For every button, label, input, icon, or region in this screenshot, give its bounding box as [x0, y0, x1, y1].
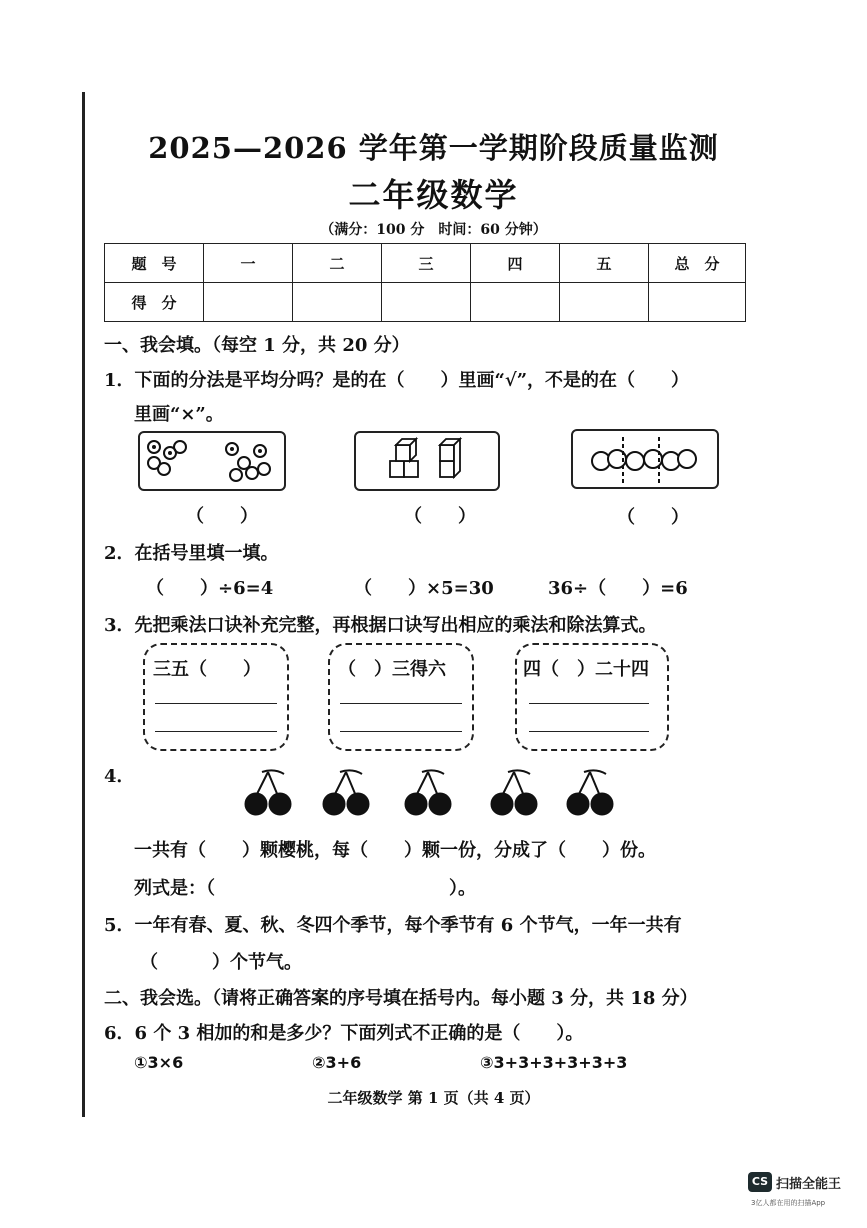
score-table-header-row [105, 244, 746, 283]
exam-info: （满分：100 分 时间：60 分钟） [320, 222, 547, 238]
q6-text[interactable]: 6．6 个 3 相加的和是多少？下面列式不正确的是（ ）。 [104, 1023, 584, 1044]
camscanner-logo: CS [748, 1172, 772, 1192]
answer-line[interactable] [155, 703, 277, 704]
q1-text-cont: 里画“×”。 [134, 404, 224, 425]
multiplication-rhyme[interactable]: 四（ ）二十四 [523, 659, 649, 680]
score-table [104, 243, 746, 322]
score-cell: 三 [382, 244, 471, 283]
score-cell: 五 [560, 244, 649, 283]
multiplication-box [515, 643, 669, 751]
answer-line[interactable] [340, 731, 462, 732]
q3-text: 3．先把乘法口诀补充完整，再根据口诀写出相应的乘法和除法算式。 [104, 615, 657, 636]
score-input-cell[interactable] [293, 283, 382, 322]
score-cell: 四 [471, 244, 560, 283]
shuttlecock-icon [140, 433, 284, 489]
scanner-tagline: 3亿人都在用的扫描App [751, 1199, 826, 1207]
q5-text: 5．一年有春、夏、秋、冬四个季节，每个季节有 6 个节气，一年一共有 [104, 915, 682, 936]
score-input-cell[interactable] [649, 283, 746, 322]
circles-box [571, 429, 719, 489]
cubes-box [354, 431, 500, 491]
cherries-icon [230, 768, 630, 820]
answer-blank[interactable]: （ ） [186, 506, 258, 527]
multiplication-rhyme[interactable]: 三五（ ） [153, 659, 261, 680]
q6-option[interactable]: ①3×6 [134, 1053, 184, 1072]
q6-option[interactable]: ②3+6 [312, 1053, 362, 1072]
score-input-cell[interactable] [382, 283, 471, 322]
circle-icon [573, 431, 717, 487]
q2-text: 2．在括号里填一填。 [104, 543, 279, 564]
score-cell: 二 [293, 244, 382, 283]
answer-line[interactable] [529, 731, 649, 732]
score-input-cell[interactable] [560, 283, 649, 322]
scanner-brand-name: 扫描全能王 [776, 1177, 842, 1192]
section1-heading: 一、我会填。（每空 1 分，共 20 分） [104, 335, 410, 356]
score-cell: 题 号 [105, 244, 204, 283]
q6-option[interactable]: ③3+3+3+3+3+3 [480, 1053, 628, 1072]
q1-text: 1．下面的分法是平均分吗？是的在（ ）里画“√”，不是的在（ ） [104, 370, 690, 391]
q4-formula[interactable]: 列式是：（ ）。 [134, 878, 476, 899]
cube-icon [356, 433, 498, 489]
answer-line[interactable] [529, 703, 649, 704]
q2-equation[interactable]: （ ）×5=30 [354, 578, 494, 599]
badminton-box [138, 431, 286, 491]
q2-equation[interactable]: 36÷（ ）=6 [548, 578, 688, 599]
score-cell: 一 [204, 244, 293, 283]
q2-equation[interactable]: （ ）÷6=4 [146, 578, 274, 599]
score-input-cell[interactable] [471, 283, 560, 322]
answer-line[interactable] [155, 731, 277, 732]
section2-heading: 二、我会选。（请将正确答案的序号填在括号内。每小题 3 分，共 18 分） [104, 988, 698, 1009]
q4-text[interactable]: 一共有（ ）颗樱桃，每（ ）颗一份，分成了（ ）份。 [134, 840, 656, 861]
page-margin-line [82, 92, 85, 1117]
score-table-score-row [105, 283, 746, 322]
exam-subject: 二年级数学 [348, 176, 519, 214]
exam-title: 2025—2026 学年第一学期阶段质量监测 [148, 131, 719, 165]
score-row-label: 得 分 [105, 283, 204, 322]
q4-label: 4． [104, 766, 135, 787]
q5-blank[interactable]: （ ）个节气。 [140, 952, 302, 973]
page-footer: 二年级数学 第 1 页（共 4 页） [327, 1089, 540, 1107]
multiplication-box [328, 643, 474, 751]
answer-blank[interactable]: （ ） [404, 506, 476, 527]
answer-line[interactable] [340, 703, 462, 704]
multiplication-rhyme[interactable]: （ ）三得六 [338, 659, 446, 680]
multiplication-box [143, 643, 289, 751]
answer-blank[interactable]: （ ） [617, 507, 689, 528]
score-input-cell[interactable] [204, 283, 293, 322]
score-cell: 总 分 [649, 244, 746, 283]
